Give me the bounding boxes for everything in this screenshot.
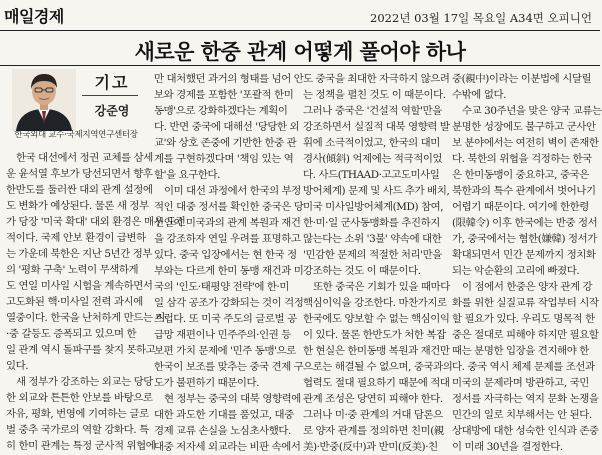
article-line: 으로는 해결될 수 없으며, 중국과의 <box>303 361 453 373</box>
article-line: '민감한 문제의 적절한 처리'만을 <box>303 249 442 261</box>
article-line: 않는다는 소위 '3불' 약속에 대한 <box>303 233 442 245</box>
article-line: 한·미·일 군사동맹화를 추진하지 <box>303 217 440 229</box>
article-line: 보편 가치 문제에 '민주 동맹'으로 <box>154 345 296 357</box>
article-line: 교'와 상호 존중에 기반한 한중 관 <box>154 137 297 149</box>
article-line: 는 가운데 북한은 지난 5년간 정부 <box>6 248 153 260</box>
author-name: 강준영 <box>94 104 130 118</box>
article-line: 또한 중국은 기회가 있을 때마다 <box>313 281 450 293</box>
article-line: ·중 갈등도 증폭되고 있으며 한 <box>6 328 137 340</box>
article-line: 휘에 소극적이었고, 한국의 대미 <box>303 137 440 149</box>
article-line: 선인이 미국과의 관계 복원과 재건 <box>154 217 301 229</box>
article-line: 가 당장 '미국 확대' 대외 환경은 매우 도전 <box>6 216 186 228</box>
article-column-1 <box>6 150 186 454</box>
article-line: 대한 과도한 기대를 품었고, 대중 <box>154 409 294 421</box>
article-line: 화를 위한 실질교류 작업부터 시작 <box>452 297 599 309</box>
article-line: 이 미래 30년을 결정한다. <box>452 441 563 453</box>
headline-rule <box>0 65 600 66</box>
article-line: 미국의 문제라며 방관하고, 국민 <box>452 377 589 389</box>
article-line: 다. 중국 역시 체제 문제를 조선과 <box>452 361 595 373</box>
article-line: 스럽다. 또 미국 주도의 글로벌 공 <box>154 313 297 325</box>
article-line: 만 대처했던 과거의 형태를 넘어 안 <box>154 73 304 85</box>
article-line: 수교 30주년을 맞은 양국 교류는 <box>462 105 602 117</box>
article-line: 관계 조성은 당연히 피해야 한다. <box>303 393 443 405</box>
article-line: 상대방에 대한 성숙한 인식과 존중 <box>452 425 599 437</box>
article-line: 급망 재편이나 민주주의·인권 등 <box>154 329 291 341</box>
article-line: 보 분야에서는 여전히 벽이 존재한 <box>452 137 599 149</box>
article-line: 을 강조하자 연일 우려를 표명하고 <box>154 233 301 245</box>
article-line: 할 필요가 있다. 우리도 명목적 한 <box>452 313 595 325</box>
article-line: 강조하면서 실질적 대북 영향력 발 <box>303 121 450 133</box>
article-line: 분명한 성장에도 불구하고 군사안 <box>452 121 596 133</box>
article-line: 히 한미 관계는 특정 군사적 위협에 <box>6 440 156 452</box>
article-line: 은 한미동맹이 중요하고, 중국은 <box>452 169 589 181</box>
article-line: 의 '평화 구축' 노력이 무색하게 <box>6 264 139 276</box>
article-column-4 <box>452 71 602 455</box>
article-line: 한 현실은 한미동맹 복원과 재건만 <box>303 345 450 357</box>
article-line: 핵심이익을 강조한다. 마찬가지로 <box>303 297 447 309</box>
article-line: 적이다. 국제 안보 환경이 급변하 <box>6 232 146 244</box>
article-line: 도 변화가 예상된다. 물론 새 정부 <box>6 200 149 212</box>
article-line: 이 점에서 한중은 양자 관계 강 <box>462 281 593 293</box>
article-line: 계를 구현하겠다며 '책임 있는 역 <box>154 153 294 165</box>
article-column-2 <box>154 71 304 455</box>
author-portrait-icon <box>12 69 76 131</box>
article-line: 때는 분명한 입장을 견지해야 한 <box>452 345 589 357</box>
author-photo <box>12 69 76 131</box>
article-line: 대중 저자세 외교라는 비판 속에서 <box>154 441 301 453</box>
article-line: 경사(傾斜) 억제에는 적극적이었 <box>303 153 443 165</box>
article-line: 도가 불편하기 때문이다. <box>154 377 260 389</box>
article-line: 확대되면서 민간 문제까지 정치화 <box>452 249 596 261</box>
article-line: 열중이다. 한국을 난처하게 만드는 미 <box>6 312 166 324</box>
article-line: 美)·반중(反中)과 반미(反美)·친 <box>303 441 438 453</box>
article-line: 강조하는 것도 이 때문이다. <box>303 265 421 277</box>
article-line: 정서를 자극하는 역지 문화 논쟁을 <box>452 393 599 405</box>
article-line: 일 삼각 공조가 강화되는 것이 걱정 <box>154 297 304 309</box>
article-line: 국의 '인도·태평양 전략'에 한·미 <box>154 281 290 293</box>
article-line: 경제 교류 손실을 노심초사했다. <box>154 425 291 437</box>
article-line: 벌 중추 국가로의 역할 강화다. 특 <box>6 424 149 436</box>
article-line: 한반도를 둘러싼 대외 관계 설정에 <box>6 184 153 196</box>
article-line: 할'을 요구한다. <box>154 169 221 181</box>
article-line: 중(親中)이라는 이분법에 시달릴 <box>452 73 592 85</box>
article-line: 현 정부는 중국의 대북 영향력에 <box>164 393 301 405</box>
article-line: 고도화된 핵·미사일 전력 과시에 <box>6 296 143 308</box>
article-line: 한국 대선에서 정권 교체를 삼세 <box>16 152 153 164</box>
article-line: 이 있다. 물론 한반도가 처한 복잡 <box>303 329 446 341</box>
headline: 새로운 한중 관계 어떻게 풀어야 하나 <box>134 40 466 64</box>
article-line: 한국에도 양보할 수 없는 핵심이익 <box>303 313 450 325</box>
article-line: 한국이 보조를 맞추는 중국 견제 구 <box>154 361 304 373</box>
article-line: 있다. 중국 입장에서는 현 한국 정 <box>154 249 297 261</box>
article-line: 는 정책을 펼친 것도 이 때문이다. <box>303 89 446 101</box>
article-line: 새 정부가 강조하는 외교는 당당 <box>16 376 153 388</box>
newspaper-logo: 매일경제 <box>4 7 64 26</box>
article-line: (限韓令) 이후 한국에는 반중 정서 <box>452 217 598 229</box>
article-line: 그러나 중국은 '건설적 역할'만을 <box>303 105 442 117</box>
article-line: 가, 중국에서는 혐한(嫌韓) 정서가 <box>452 233 597 245</box>
column-label-rule <box>82 95 138 96</box>
article-line: 다. 반면 중국에 대해선 '당당한 외 <box>154 121 300 133</box>
article-line: 로 양자 관계를 정의하면 친미(親 <box>303 425 444 437</box>
author-affiliation: 한국외대 교수·국제지역연구센터장 <box>14 130 138 140</box>
article-line: 이미 대선 과정에서 한국의 부정 <box>164 185 301 197</box>
article-line: 일 관계 역시 돌파구를 찾지 못하고 <box>6 344 156 356</box>
article-line: 운 윤석열 후보가 당선되면서 향후 <box>6 168 153 180</box>
dateline: 2022년 03월 17일 목요일 A34면 오피니언 <box>370 11 592 25</box>
article-line: 수밖에 없다. <box>452 89 506 101</box>
article-line: 도 연일 미사일 시험을 계속하면서 <box>6 280 153 292</box>
article-line: 중은 절대로 피해야 하지만 필요할 <box>452 329 599 341</box>
column-label: 기고 <box>94 73 130 92</box>
masthead <box>0 0 600 31</box>
article-line: 있다. <box>6 360 29 372</box>
article-line: 한 외교와 튼튼한 안보를 바탕으로 <box>6 392 153 404</box>
article-line: 적인 대중 정서를 확인한 중국은 당 <box>154 201 304 213</box>
article-line: 되는 악순환의 고리에 빠졌다. <box>452 265 580 277</box>
article-line: 미국 미사일방어체계(MD) 참여, <box>303 201 444 213</box>
article-line: 방어체계) 문제 및 사드 추가 배치, <box>303 185 450 197</box>
article-line: 동맹'으로 강화하겠다는 계획이 <box>154 105 288 117</box>
article-line: 민간의 일로 치부해서는 안 된다. <box>452 409 592 421</box>
article-line: 부와는 다르게 한미 동맹 재건과 미 <box>154 265 304 277</box>
article-line: 도 중국을 최대한 자극하지 않으려 <box>303 73 450 85</box>
article-line: 어렵기 때문이다. 여기에 한한령 <box>452 201 589 213</box>
article-line: 협력도 절대 필요하기 때문에 적대 <box>303 377 450 389</box>
article-line: 다. 사드(THAAD·고고도미사일 <box>303 169 440 181</box>
article-line: 보와 경제를 포함한 '포괄적 한미 <box>154 89 294 101</box>
article-column-3 <box>303 71 453 455</box>
article-line: 자유, 평화, 번영에 기여하는 글로 <box>6 408 149 420</box>
article-line: 그러나 미·중 관계의 거대 담론으 <box>303 409 443 421</box>
article-line: 다. 북한의 위협을 걱정하는 한국 <box>452 153 592 165</box>
article-line: 북한과의 특수 관계에서 벗어나기 <box>452 185 596 197</box>
